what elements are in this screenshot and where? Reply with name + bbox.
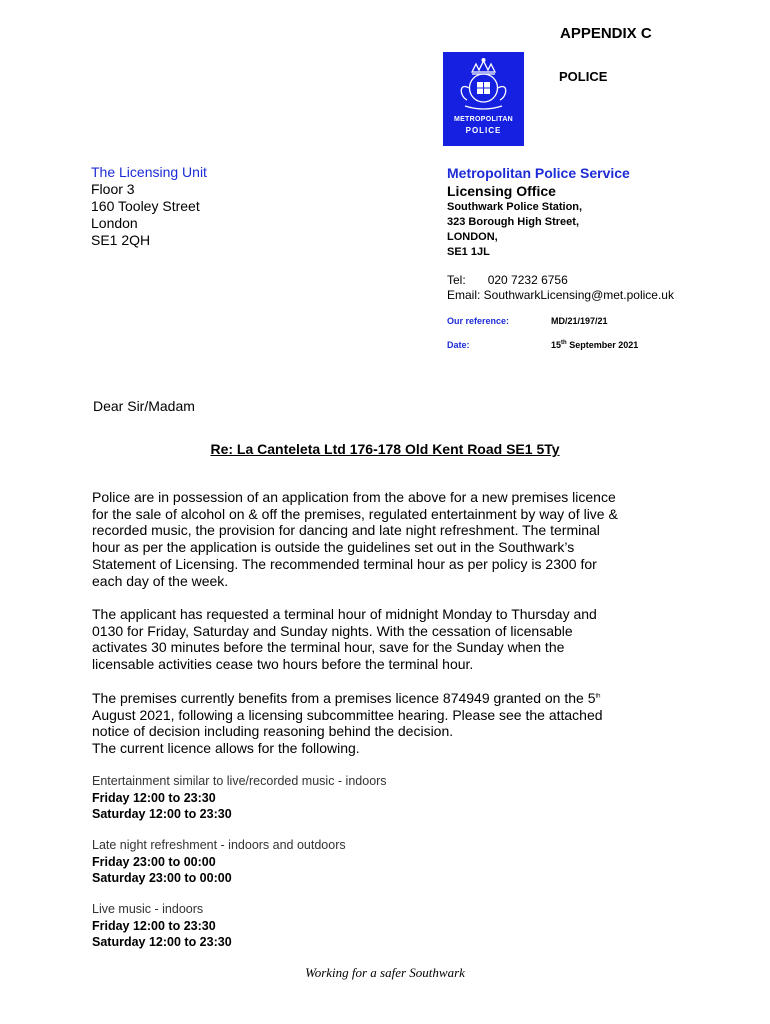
licence-item-header: Live music - indoors [92, 902, 204, 916]
licence-item [92, 773, 387, 823]
salutation: Dear Sir/Madam [93, 398, 195, 414]
sender-address [447, 164, 630, 260]
recipient-floor: Floor 3 [91, 181, 135, 197]
paragraph-2: The applicant has requested a terminal hour of midnight Monday to Thursday and 0130 for Friday, Saturday and Sunday nights. With the cessation of licensable activates 30 minutes before the terminal hour, save for the Sunday when the licensable activities cease two hours before the terminal hour. [92, 606, 597, 673]
metropolitan-police-logo [443, 52, 524, 146]
sender-service: Metropolitan Police Service [447, 165, 630, 181]
recipient-city: London [91, 215, 138, 231]
recipient-postcode: SE1 2QH [91, 232, 151, 248]
logo-text-police: POLICE [465, 126, 502, 135]
licence-item-saturday: Saturday 23:00 to 00:00 [92, 871, 232, 885]
licence-item-saturday: Saturday 12:00 to 23:30 [92, 935, 232, 949]
licence-item-header: Entertainment similar to live/recorded music - indoors [92, 774, 387, 788]
sender-office: Licensing Office [447, 183, 556, 199]
date-value: 15th September 2021 [551, 340, 639, 350]
sender-postcode: SE1 1JL [447, 246, 490, 258]
recipient-address [91, 164, 207, 249]
sender-street: 323 Borough High Street, [447, 216, 580, 228]
paragraph-1: Police are in possession of an application from the above for a new premises licence for the sale of alcohol on & off the premises, regulated entertainment by way of live & recorded music, the provision for dancing and late night refreshment. The terminal hour as per the application is outside the guidelines set out in the Southwark’s Statement of Licensing. The recommended terminal hour as per policy is 2300 for each day of the week. [92, 489, 618, 589]
licence-item-friday: Friday 23:00 to 00:00 [92, 854, 216, 869]
paragraph-3: The premises currently benefits from a premises licence 874949 granted on the 5th August 2021, following a licensing subcommittee hearing. Please see the attached notice of decision including reasoning behind the decision. The current licence allows for the following. [92, 690, 603, 757]
sender-city: LONDON, [447, 231, 498, 243]
reference-value: MD/21/197/21 [551, 316, 608, 326]
licence-item-saturday: Saturday 12:00 to 23:30 [92, 807, 232, 821]
date-label: Date: [447, 340, 470, 350]
tel-number: 020 7232 6756 [487, 273, 568, 287]
reference-label: Our reference: [447, 316, 510, 326]
contact-details [447, 273, 674, 303]
recipient-street: 160 Tooley Street [91, 198, 200, 214]
email-address: Email: SouthwarkLicensing@met.police.uk [447, 288, 674, 302]
police-label: POLICE [559, 69, 608, 84]
licence-item-friday: Friday 12:00 to 23:30 [92, 918, 216, 933]
licence-item [92, 837, 346, 887]
logo-text-metropolitan: METROPOLITAN [453, 116, 514, 123]
subject-line: Re: La Canteleta Ltd 176-178 Old Kent Road SE1 5Ty [210, 441, 560, 457]
licence-item-friday: Friday 12:00 to 23:30 [92, 790, 216, 805]
recipient-unit: The Licensing Unit [91, 164, 207, 180]
licence-item-header: Late night refreshment - indoors and outdoors [92, 838, 346, 852]
tel-label: Tel: [447, 273, 466, 287]
appendix-title: APPENDIX C [560, 25, 652, 42]
footer-slogan: Working for a safer Southwark [305, 965, 465, 980]
licence-item [92, 901, 232, 951]
crest-icon [443, 52, 524, 116]
sender-station: Southwark Police Station, [447, 201, 583, 213]
